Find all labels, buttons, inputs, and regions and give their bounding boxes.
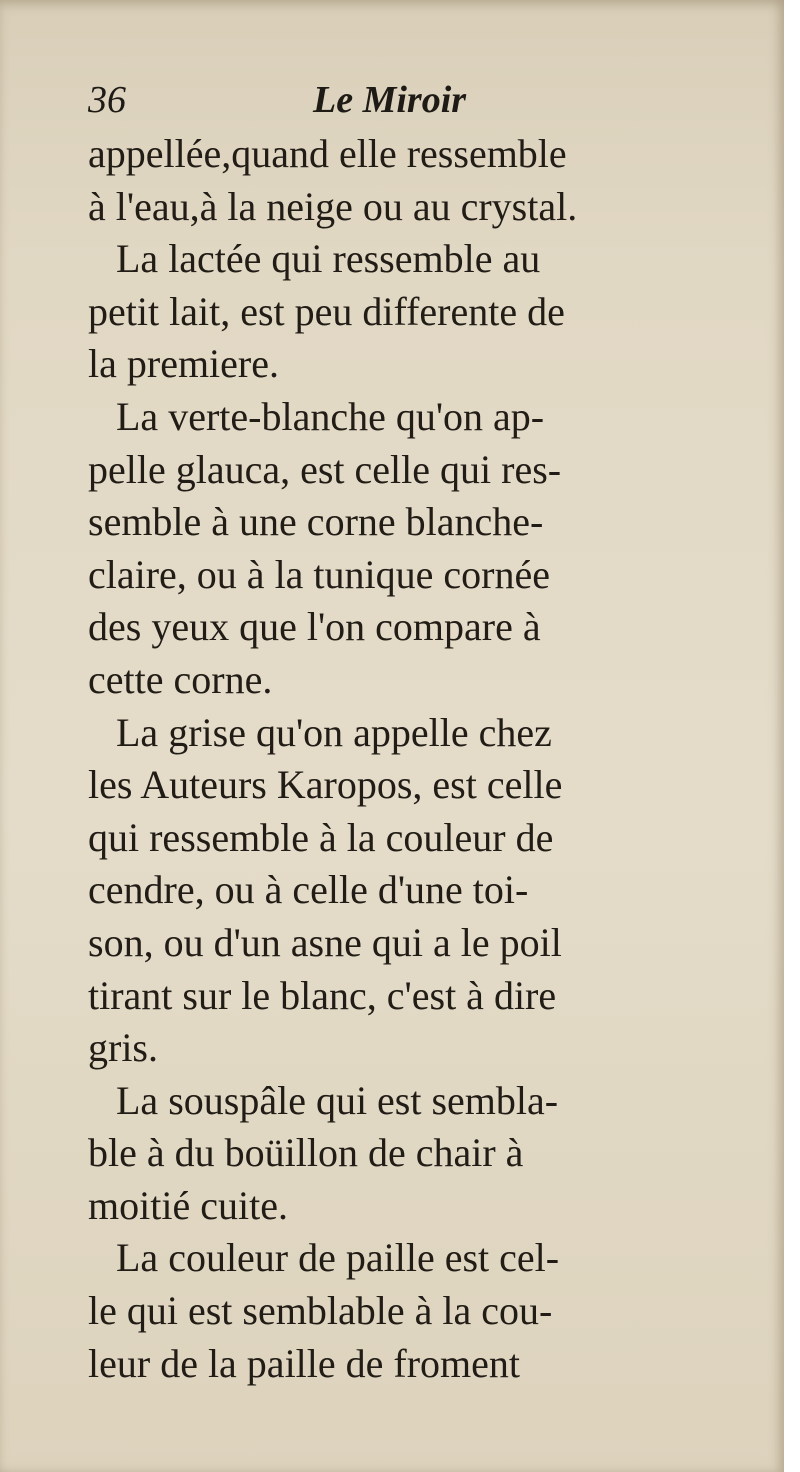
text-line: cendre, ou à celle d'une toi- xyxy=(88,867,529,913)
scan-margin xyxy=(784,0,800,1472)
text-line: moitié cuite. xyxy=(88,1182,288,1228)
text-line: la premiere. xyxy=(88,341,279,387)
text-line: cette corne. xyxy=(88,656,273,702)
text-line: La souspâle qui est sembla- xyxy=(116,1077,559,1123)
text-line: La couleur de paille est cel- xyxy=(116,1235,560,1281)
text-line: les Auteurs Karopos, est celle xyxy=(88,762,563,808)
text-line: gris. xyxy=(88,1025,158,1071)
text-line: pelle glauca, est celle qui res- xyxy=(88,446,562,492)
page-header xyxy=(88,78,728,128)
text-line: La grise qu'on appelle chez xyxy=(116,709,552,755)
text-line: tirant sur le blanc, c'est à dire xyxy=(88,972,557,1018)
text-line: La lactée qui ressemble au xyxy=(116,236,541,282)
text-line: appellée,quand elle ressemble xyxy=(88,131,567,176)
text-line: son, ou d'un asne qui a le poil xyxy=(88,919,562,965)
text-line: claire, ou à la tunique cornée xyxy=(88,551,550,597)
text-line: à l'eau,à la neige ou au crystal. xyxy=(88,183,578,229)
text-line: semble à une corne blanche- xyxy=(88,499,544,545)
text-line: leur de la paille de froment xyxy=(88,1340,521,1386)
text-line: le qui est semblable à la cou- xyxy=(88,1288,553,1334)
text-line: petit lait, est peu differente de xyxy=(88,288,565,334)
page-number: 36 xyxy=(88,79,126,121)
running-head: Le Miroir xyxy=(313,79,467,121)
text-line: La verte-blanche qu'on ap- xyxy=(116,393,545,439)
body-text xyxy=(88,128,738,1390)
text-line: qui ressemble à la couleur de xyxy=(88,814,554,860)
text-line: des yeux que l'on compare à xyxy=(88,604,541,650)
text-line: ble à du boüillon de chair à xyxy=(88,1130,524,1176)
